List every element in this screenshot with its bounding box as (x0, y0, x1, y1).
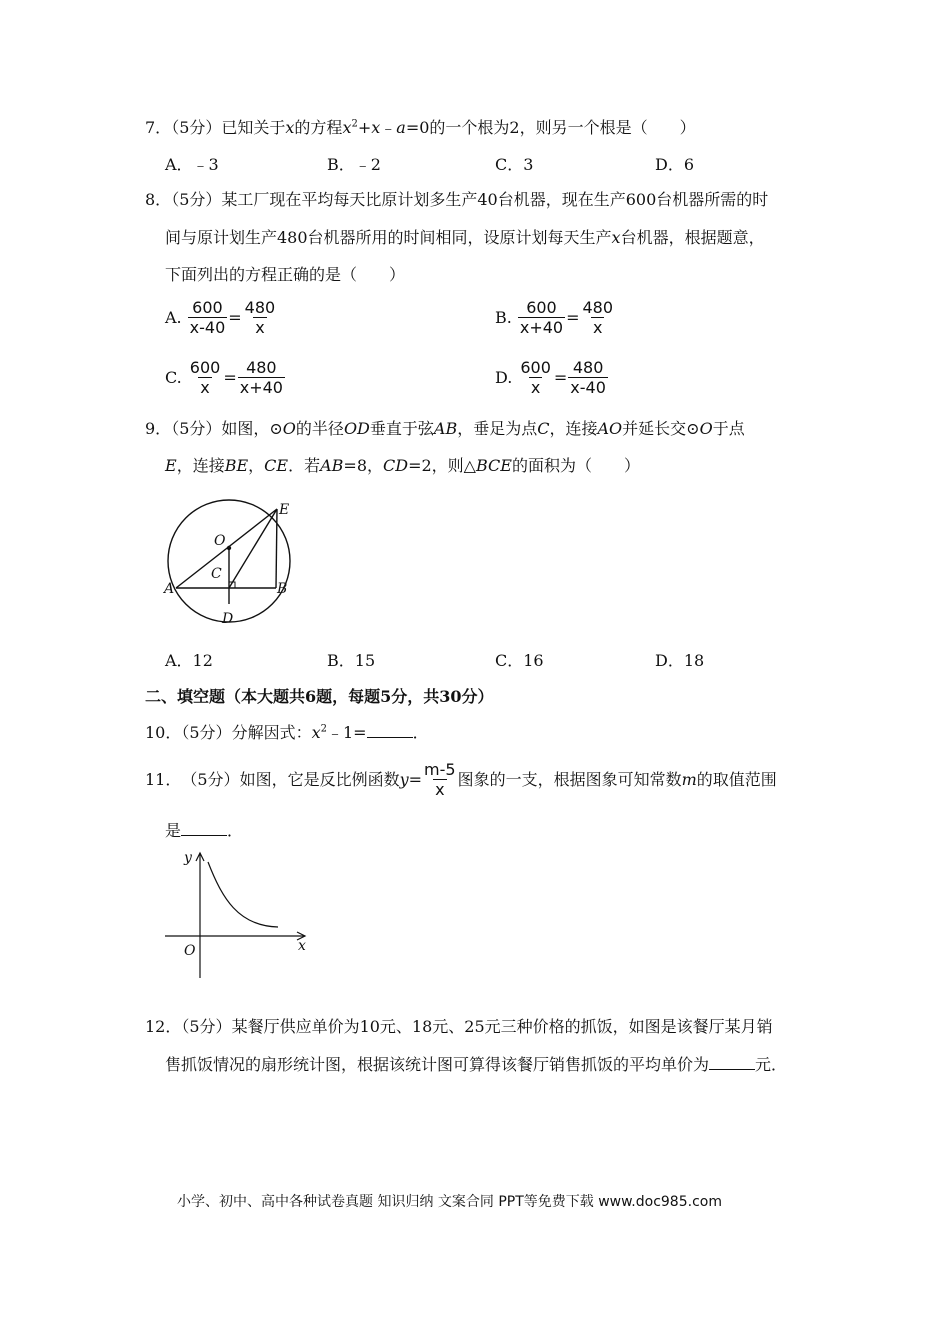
question-points: （5分） (171, 118, 222, 137)
q8-option-b: B. $\frac{600}{x+40}$ = $\frac{480}{x}$ (495, 298, 614, 337)
segment-ce (229, 509, 277, 588)
label-c: C (211, 566, 222, 582)
question-number: 12． (145, 1017, 182, 1036)
inverse-function-graph (160, 848, 320, 983)
label-b: B (277, 581, 288, 597)
q9-option-d: D．18 (655, 651, 705, 670)
label-o: O (214, 533, 226, 549)
question-12-line-2: 售抓饭情况的扇形统计图，根据该统计图可算得该餐厅销售抓饭的平均单价为 元． (165, 1055, 788, 1074)
fraction: $\frac{600}{x+40}$ (519, 298, 564, 337)
question-points: （5分） (171, 190, 222, 209)
question-10: 10．（5分）分解因式：$x^2﹣1=$ ． (145, 723, 429, 742)
question-points: （5分） (181, 769, 240, 789)
question-8-line-2: 间与原计划生产480台机器所用的时间相同，设原计划每天生产x台机器，根据题意， (165, 228, 765, 247)
center-point (227, 546, 231, 550)
label-origin: O (184, 943, 196, 959)
label-x: x (298, 938, 306, 954)
question-number: 7． (145, 118, 172, 137)
question-7: 7．（5分）已知关于x的方程$x^2+x﹣a=0$的一个根为2，则另一个根是（ ） (145, 118, 696, 137)
fraction: $\frac{480}{x}$ (244, 298, 276, 337)
q7-option-c: C．3 (495, 155, 534, 174)
fraction: $\frac{600}{x-40}$ (189, 298, 226, 337)
page-footer: 小学、初中、高中各种试卷真题 知识归纳 文案合同 PPT等免费下载 www.doc985.com (177, 1194, 722, 1210)
q7-option-a: A．﹣3 (165, 155, 219, 174)
question-9: 9．（5分）如图，⊙O的半径OD垂直于弦AB，垂足为点C，连接AO并延长交⊙O于点 (145, 419, 745, 438)
label-d: D (222, 611, 234, 627)
q8-option-d: D. $\frac{600}{x}$ = $\frac{480}{x-40}$ (495, 358, 606, 397)
question-points: （5分） (181, 1017, 232, 1036)
hyperbola-branch (208, 862, 278, 927)
question-points: （5分） (181, 723, 232, 742)
q9-option-c: C．16 (495, 651, 544, 670)
q7-option-d: D．6 (655, 155, 695, 174)
fraction: $\frac{480}{x-40}$ (570, 358, 606, 397)
question-number: 11． (145, 769, 182, 789)
question-8-line-3: 下面列出的方程正确的是（ ） (165, 265, 406, 284)
question-number: 9． (145, 419, 172, 438)
question-11-line-2: 是 ． (165, 821, 244, 840)
question-points: （5分） (171, 419, 222, 438)
circle-geometry-diagram (160, 492, 300, 632)
q8-option-a: A. $\frac{600}{x-40}$ = $\frac{480}{x}$ (165, 298, 276, 337)
q9-option-a: A．12 (165, 651, 213, 670)
question-8: 8．（5分）某工厂现在平均每天比原计划多生产40台机器，现在生产600台机器所需的时 (145, 190, 769, 209)
fraction: $\frac{480}{x}$ (582, 298, 614, 337)
q9-option-b: B．15 (327, 651, 376, 670)
fraction: $\frac{600}{x}$ (520, 358, 551, 397)
q8-option-c: C. $\frac{600}{x}$ = $\frac{480}{x+40}$ (165, 358, 283, 397)
question-9-line-2: E，连接BE，CE．若AB=8，CD=2，则△BCE的面积为（ ） (165, 456, 640, 475)
answer-blank[interactable] (709, 1055, 755, 1070)
fraction: $\frac{m-5}{x}$ (424, 760, 456, 799)
question-12: 12．（5分）某餐厅供应单价为10元、18元、25元三种价格的抓饭，如图是该餐厅某月销 (145, 1017, 773, 1036)
fraction: $\frac{480}{x+40}$ (239, 358, 283, 397)
section-heading: 二、填空题（本大题共6题，每题5分，共30分） (145, 687, 494, 706)
segment-ae (176, 509, 277, 588)
question-number: 8． (145, 190, 172, 209)
question-number: 10． (145, 723, 182, 742)
answer-blank[interactable] (367, 723, 413, 738)
label-y: y (184, 850, 192, 866)
segment-be (276, 509, 277, 588)
label-e: E (279, 502, 290, 518)
q7-option-b: B．﹣2 (327, 155, 381, 174)
fraction: $\frac{600}{x}$ (189, 358, 221, 397)
answer-blank[interactable] (181, 821, 227, 836)
label-a: A (164, 581, 175, 597)
question-11: 11． （5分） 如图，它是反比例函数 y = $\frac{m-5}{x}$ 图象的一支，根据图象可知常数 m 的取值范围 (145, 760, 777, 799)
